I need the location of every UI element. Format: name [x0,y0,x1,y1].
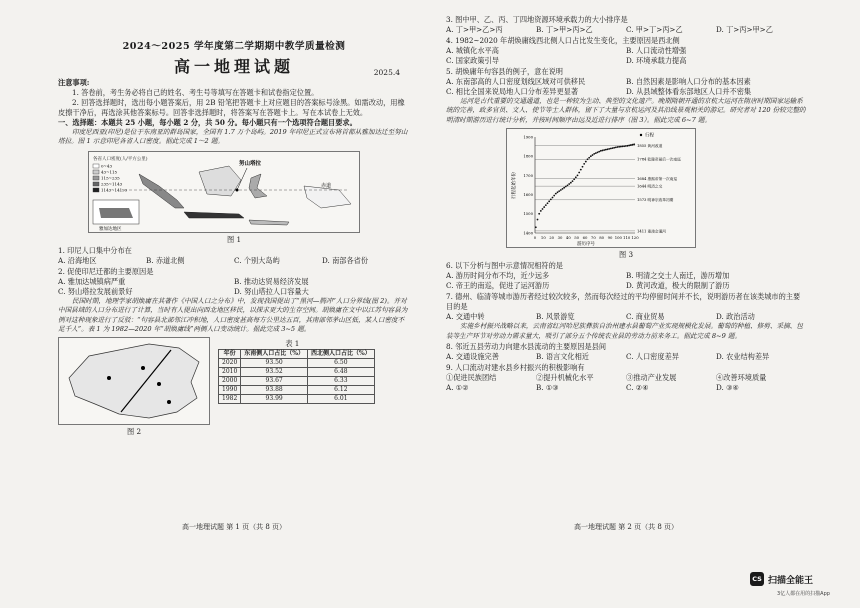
chart-legend [640,132,655,139]
table-row [219,377,375,386]
table-1-col-southeast: 东南侧人口占比（%） [241,350,308,359]
q2-option-a[interactable]: A. 雅加达城镇病严重 [58,276,126,286]
china-outline [69,344,199,418]
y-tick-label: 1800 [523,153,533,159]
x-tick-label: 120 [631,235,639,241]
data-point [630,144,632,146]
question-3 [446,15,806,35]
q3-option-d[interactable]: D. 丁>丙>甲>乙 [716,25,773,34]
data-point [575,177,577,179]
travel-scatter-chart [507,129,695,247]
q3-option-a[interactable]: A. 丁>甲>乙>丙 [446,25,503,34]
data-point [535,227,537,229]
data-point [600,150,602,152]
legend-swatch-5 [93,188,99,192]
data-point [562,188,564,190]
data-point [597,152,599,154]
map-island-sulawesi [249,174,267,198]
data-point [612,147,614,149]
data-point [607,149,609,151]
question-1-options [58,256,410,266]
notice-item-1: 1. 答卷前，考生务必将自己的姓名、考生号等填写在答题卡和试卷指定位置。 [72,88,319,97]
question-2 [58,267,410,297]
passage-grand-canal: 运河是古代重要的交通通道，也是一种较为生动、典型的文化遗产。晚期隋朝开通的京杭大运河在隋唐时期国家运输系统的完善，政多官员、文人、使节等士人群体，留下了大量与京杭运河及其沿线景观相关的游记。研究者对 120 份较完整的明清时期游历进行统计分析，并按时间顺序由远及近进行排序（图 3）。据此完成 6~7 题。 [446,97,806,124]
map-island-papua [304,186,351,208]
figure-2-caption: 图 2 [126,427,142,437]
jakarta-inset-map [99,208,133,218]
point-jia [107,376,111,380]
x-tick-label: 50 [574,235,580,241]
y-tick-label: 1900 [523,134,533,140]
reference-line-label: 1573 明神宗改革初期 [637,198,674,203]
legend-item-4: 235~1143 [101,181,123,187]
x-tick-label: 70 [590,235,596,241]
data-point [552,197,554,199]
x-tick-label: 30 [557,235,563,241]
x-tick-label: 40 [565,235,571,241]
data-point [538,213,540,215]
q6-option-c[interactable]: C. 帝王的南巡，促进了运河游历 [446,281,550,291]
legend-swatch-4 [93,182,99,186]
data-point [565,186,567,188]
camscanner-logo-icon [750,572,764,586]
q4-option-c[interactable]: C. 国家政策引导 [446,56,499,65]
data-point [572,180,574,182]
legend-label: 行程 [645,133,654,139]
q4-option-a[interactable]: A. 城镇化水平高 [446,46,499,55]
data-point [628,145,630,147]
reference-line-label: 1684 康熙帝第一次南巡 [637,177,678,182]
x-tick-label: 10 [540,235,546,241]
data-point [587,159,589,161]
data-point [632,144,634,146]
y-tick-label: 1600 [523,192,533,198]
question-6 [446,261,806,291]
q9-option-c[interactable]: C. ②④ [626,383,649,393]
question-5-stem: 5. 胡焕庸年句容县的例子，意在说明 [446,67,563,76]
q9-item-2: ②提升机械化水平 [536,373,594,383]
passage-indonesia: 印度尼西亚(印尼)是位于东南亚的群岛国家，全国有 1.7 万个岛屿。2019 年印尼正式宣布将首都从雅加达迁至努山塔拉。图 1 示意印尼各省人口密度。据此完成 1～2 题。 [58,128,408,146]
data-point [602,150,604,152]
x-tick-label: 110 [623,235,631,241]
legend-item-3: 115~235 [101,175,120,181]
data-point [622,146,624,148]
cell-southeast: 93.50 [241,359,308,368]
question-1-stem: 1. 印尼人口集中分布在 [58,245,132,255]
cell-year: 2000 [219,377,241,386]
q5-option-c[interactable]: C. 相比全国来说局地人口分布差异更显著 [446,87,579,96]
question-3-stem: 3. 图中甲、乙、丙、丁四地资源环境承载力的大小排序是 [446,15,628,24]
cell-southeast: 93.88 [241,386,308,395]
q8-option-a[interactable]: A. 交通设施完善 [446,352,499,362]
question-4 [446,36,806,66]
q5-option-d[interactable]: D. 从县域整体看东部地区人口并不密集 [626,87,752,96]
table-row [219,395,375,404]
question-9 [446,363,806,393]
q6-option-d[interactable]: D. 黄河改道，极大的限制了游历 [626,281,730,291]
data-point [560,189,562,191]
equator-label: 赤道 [321,182,332,189]
map-island-sumatra [139,174,184,208]
question-2-options [58,277,410,297]
data-point [618,146,620,148]
cell-southeast: 93.67 [241,377,308,386]
figure-2-wrapper [58,337,210,437]
data-point [537,219,539,221]
exam-header: 2024～2025 学年度第二学期期中教学质量检测 [122,41,346,52]
scanner-watermark [750,572,813,586]
section-heading: 一、选择题：本题共 25 小题，每小题 2 分，共 50 分。每小题只有一个选项符合题目要求。 [58,118,357,127]
passage-hu-line: 民国时期，地理学家胡焕庸在其著作《中国人口之分布》中，发现我国提出了“黑河—腾冲”人口分界线(图 2)。并对中国县域的人口分布进行了计算，当时有人提出向西北地区移民，以探求更大的生存空间。胡焕庸在文中以江苏句容县为例对这种现象进行了反驳：“句容县北部邻江冲积地，人口密度甚高每方公里达五百，其南部邻茅山区低，某人口密度不足千人”。表 1 为 1982—2020 年“胡焕庸线”两侧人口变动统计。据此完成 3~5 题。 [58,296,408,334]
figure-1-caption: 图 1 [226,234,242,244]
q9-option-a[interactable]: A. ①② [446,383,469,393]
q1-option-a[interactable]: A. 沿海地区 [58,255,97,265]
cell-northwest: 6.12 [307,386,374,395]
legend-title: 各省人口密度(人/平方公里) [93,156,148,162]
question-7-stem: 7. 德州、临清等城市游历者经过较次较多，然而每次经过的平均停留时间并不长，说明游历者在该类城市的主要目的是 [446,292,801,312]
map-island-borneo [199,166,241,196]
q6-option-a[interactable]: A. 游历时间分布不均，近少远多 [446,271,550,281]
cell-year: 2020 [219,359,241,368]
point-yi [157,382,161,386]
q5-option-b[interactable]: B. 自然因素是影响人口分布的基本因素 [626,77,751,86]
y-tick-label: 1400 [523,230,533,236]
q7-option-c[interactable]: C. 商业贸易 [626,312,665,322]
cell-year: 1990 [219,386,241,395]
map-island-java [184,212,244,218]
data-point [540,210,542,212]
data-point [603,149,605,151]
x-tick-label: 100 [614,235,622,241]
data-point [608,148,610,150]
chart-points [535,144,635,229]
data-point [555,193,557,195]
data-point [547,203,549,205]
page-2-footer: 高一地理试题 第 2 页（共 8 页） [573,523,679,531]
legend-item-5: 1143~14199 [101,187,128,193]
data-point [577,175,579,177]
question-5-options [446,77,806,97]
x-tick-label: 90 [607,235,613,241]
data-point [558,190,560,192]
table-1-title: 表 1 [285,339,300,349]
table-1-col-northwest: 西北侧人口占比（%） [307,350,374,359]
question-9-stem: 9. 人口流动对建水县乡村振兴的积极影响有 [446,363,585,373]
data-point [550,199,552,201]
question-7 [446,292,806,322]
data-point [545,204,547,206]
data-point [592,154,594,156]
question-9-options [446,383,806,393]
data-point [588,157,590,159]
question-8 [446,342,806,362]
data-point [583,163,585,165]
q8-option-c[interactable]: C. 人口密度差异 [626,352,679,362]
q9-item-4: ④改善环境质量 [716,373,767,383]
data-point [620,146,622,148]
map-legend [93,155,148,193]
figure-2-china-map [58,337,210,425]
data-point [627,145,629,147]
table-1-col-year: 年份 [219,350,241,359]
chart-y-axis-label: 行程起始年份 [512,172,517,200]
cell-year: 1982 [219,395,241,404]
data-point [542,208,544,210]
q1-option-d[interactable]: D. 南部各省份 [322,255,369,265]
data-point [553,195,555,197]
passage-grape-industry: 实施乡村振兴战略以来，云南省红河哈尼族彝族自治州建水县葡萄产业实现规模化发展。葡萄的种植、修剪、采摘、包装等生产环节对劳动力需求量大，吸引了部分五个传统农业县的劳动力前来务工。据此完成 8~9 题。 [446,322,803,340]
figure-1-indonesia-map [88,151,360,233]
x-tick-label: 60 [582,235,588,241]
data-point [543,206,545,208]
y-tick-label: 1700 [523,173,533,179]
cell-northwest: 6.01 [307,395,374,404]
scanner-app-name: 扫描全能王 [768,575,814,586]
x-tick-label: 0 [533,235,537,241]
data-point [595,152,597,154]
question-7-options [446,312,806,322]
jakarta-inset-label: 雅加达地区 [99,226,122,232]
data-point [623,146,625,148]
question-1 [58,246,410,266]
question-4-options [446,46,806,66]
table-row [219,386,375,395]
question-6-options [446,271,806,291]
q5-option-a[interactable]: A. 东南部高的人口密度划线区域对可供移民 [446,77,586,86]
table-1-wrapper [210,337,375,437]
q9-option-b[interactable]: B. ①③ [536,383,559,393]
table-row [219,368,375,377]
legend-swatch-2 [93,170,99,174]
q9-item-3: ③推动产业发展 [626,373,677,383]
nusantara-label: 努山塔拉 [239,160,262,167]
data-point [615,147,617,149]
x-tick-label: 80 [599,235,605,241]
q3-option-c[interactable]: C. 甲>丁>丙>乙 [626,25,683,34]
legend-swatch-3 [93,176,99,180]
q4-option-b[interactable]: B. 人口流动性增强 [626,46,687,55]
table-row [219,359,375,368]
y-tick-label: 1500 [523,211,533,217]
q1-option-b[interactable]: B. 赤道北侧 [146,255,185,265]
exam-page-1 [58,14,410,532]
cell-year: 2010 [219,368,241,377]
data-point [557,192,559,194]
reference-line-label: 1411 重浚会通河 [637,229,666,234]
chart-axes [523,135,639,241]
figure-3-caption: 图 3 [618,250,634,260]
data-point [578,172,580,174]
china-map-graphic [59,338,209,424]
data-point [563,187,565,189]
table-1-population [218,349,375,404]
question-8-options [446,352,806,362]
cell-northwest: 6.48 [307,368,374,377]
page-1-footer: 高一地理试题 第 1 页（共 8 页） [181,523,287,531]
data-point [548,201,550,203]
question-9-items [446,373,806,383]
data-point [567,185,569,187]
cell-southeast: 93.52 [241,368,308,377]
cell-southeast: 93.99 [241,395,308,404]
q7-option-b[interactable]: B. 风景游览 [536,312,575,322]
exam-title-text: 高一地理试题 [173,57,294,76]
chart-reference-lines [535,143,681,233]
scanner-tagline: 3亿人都在用的扫描App [777,591,830,597]
legend-item-2: 43~115 [101,169,118,175]
data-point [617,146,619,148]
q7-option-d[interactable]: D. 政治活动 [716,312,755,322]
figure-3-travel-chart [506,128,696,248]
question-6-stem: 6. 以下分析与图中示意情况相符的是 [446,261,563,271]
q4-option-d[interactable]: D. 环境承载力提高 [626,56,687,65]
data-point [582,166,584,168]
reference-line-label: 1644 明清之交 [637,184,663,189]
x-tick-label: 20 [549,235,555,241]
map-island-nusa-tenggara [249,220,289,225]
question-4-stem: 4. 1982~2020 年胡焕庸线西北侧人口占比发生变化，主要原因是西北侧 [446,36,680,45]
q1-option-c[interactable]: C. 个别大岛屿 [234,255,280,265]
question-3-options [446,25,806,35]
data-point [598,151,600,153]
data-point [590,156,592,158]
data-point [570,182,572,184]
question-5 [446,67,806,97]
q8-option-d[interactable]: D. 农业结构差异 [716,352,770,362]
exam-page-2 [446,14,806,532]
reference-line-label: 1855 黄河改道 [637,144,663,149]
exam-date: 2025.4 [373,68,400,77]
q2-option-c[interactable]: C. 努山塔拉发展前景好 [58,286,133,296]
data-point [613,147,615,149]
notice-title: 注意事项: [58,78,90,87]
q9-item-1: ①促进民族团结 [446,373,497,383]
q3-option-b[interactable]: B. 丁>甲>丙>乙 [536,25,593,34]
q7-option-a[interactable]: A. 交通中转 [446,312,485,322]
data-point [633,144,635,146]
legend-item-1: 0~43 [101,163,112,169]
exam-title [58,57,410,77]
reference-line-label: 1784 乾隆帝最后一次南巡 [637,157,681,162]
figure-2-and-table-1 [58,337,410,437]
data-point [610,148,612,150]
point-bing [141,366,145,370]
table-1-header-row [219,350,375,359]
notice-item-2: 2. 回答选择题时，选出每小题答案后，用 2B 铅笔把答题卡上对应题目的答案标号涂黑。如需改动，用橡皮擦干净后，再选涂其他答案标号。回答非选择题时，将答案写在答题卡上。写在本试卷上无效。 [58,98,405,117]
chart-x-axis-label: 游历序号 [577,242,595,248]
data-point [605,149,607,151]
q8-option-b[interactable]: B. 语言文化相近 [536,352,589,362]
data-point [625,145,627,147]
camscanner-logo-text: CS [752,575,762,583]
cell-northwest: 6.33 [307,377,374,386]
q2-option-b[interactable]: B. 推动达贸易经济发展 [234,276,309,286]
cell-northwest: 6.50 [307,359,374,368]
q6-option-b[interactable]: B. 明清之交士人南迁，游历增加 [626,271,730,281]
data-point [593,153,595,155]
question-8-stem: 8. 邻近五县劳动力向建水县流动的主要原因是县间 [446,342,607,352]
q2-option-d[interactable]: D. 努山塔拉人口容量大 [234,286,309,296]
data-point [580,169,582,171]
data-point [585,161,587,163]
data-point [573,179,575,181]
question-2-stem: 2. 促使印尼迁都的主要原因是 [58,266,154,276]
q9-option-d[interactable]: D. ③④ [716,383,739,393]
indonesia-map-graphic [89,152,359,232]
point-ding [167,400,171,404]
legend-marker [640,134,642,136]
data-point [568,183,570,185]
legend-swatch-1 [93,164,99,168]
